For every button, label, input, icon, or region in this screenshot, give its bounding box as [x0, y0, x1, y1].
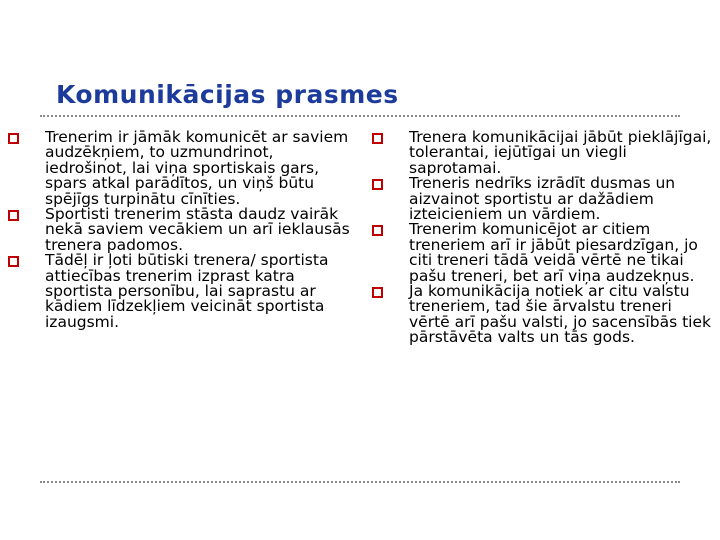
hollow-square-bullet-icon [372, 287, 383, 298]
hollow-square-bullet-icon [372, 133, 383, 144]
footer-divider [40, 481, 680, 483]
list-item-text: Trenerim ir jāmāk komunicēt ar saviem audzēkņiem, to uzmundrinot, iedrošinot, lai viņa sportiskais gars, spars atkal parādītos, un viņš būtu spējīgs turpinātu cīnīties. [45, 128, 349, 208]
list-item [372, 222, 717, 284]
left-column [8, 130, 353, 330]
list-item-text: Tādēļ ir ļoti būtiski trenera/ sportista attiecības trenerim izprast katra sportista personību, lai saprastu ar kādiem līdzekļiem veicināt sportista izaugsmi. [45, 251, 329, 331]
list-item-text: Trenera komunikācijai jābūt pieklājīgai, tolerantai, iejūtīgai un viegli saprotamai. [409, 128, 712, 177]
list-item-text: Ja komunikācija notiek ar citu valstu treneriem, tad šie ārvalstu treneri vērtē arī pašu valsti, jo sacensībās tiek pārstāvēta valts un tās gods. [409, 282, 711, 347]
list-item [8, 130, 353, 207]
hollow-square-bullet-icon [8, 133, 19, 144]
list-item [372, 176, 717, 222]
title-divider [40, 115, 680, 117]
slide-title: Komunikācijas prasmes [56, 80, 399, 109]
hollow-square-bullet-icon [372, 225, 383, 236]
hollow-square-bullet-icon [8, 256, 19, 267]
list-item [372, 284, 717, 346]
right-column [372, 130, 717, 346]
right-bullet-list [372, 130, 717, 346]
list-item-text: Treneris nedrīks izrādīt dusmas un aizvainot sportistu ar dažādiem izteicieniem un vārdiem. [409, 174, 676, 224]
list-item [8, 207, 353, 253]
list-item [372, 130, 717, 176]
list-item-text: Sportisti trenerim stāsta daudz vairāk nekā saviem vecākiem un arī ieklausās trenera padomos. [45, 205, 350, 254]
list-item [8, 253, 353, 330]
list-item-text: Trenerim komunicējot ar citiem treneriem arī ir jābūt piesardzīgan, jo citi treneri tādā veidā vērtē ne tikai pašu treneri, bet arī viņa audzekņus. [409, 220, 698, 285]
left-bullet-list [8, 130, 353, 330]
hollow-square-bullet-icon [8, 210, 19, 221]
hollow-square-bullet-icon [372, 179, 383, 190]
